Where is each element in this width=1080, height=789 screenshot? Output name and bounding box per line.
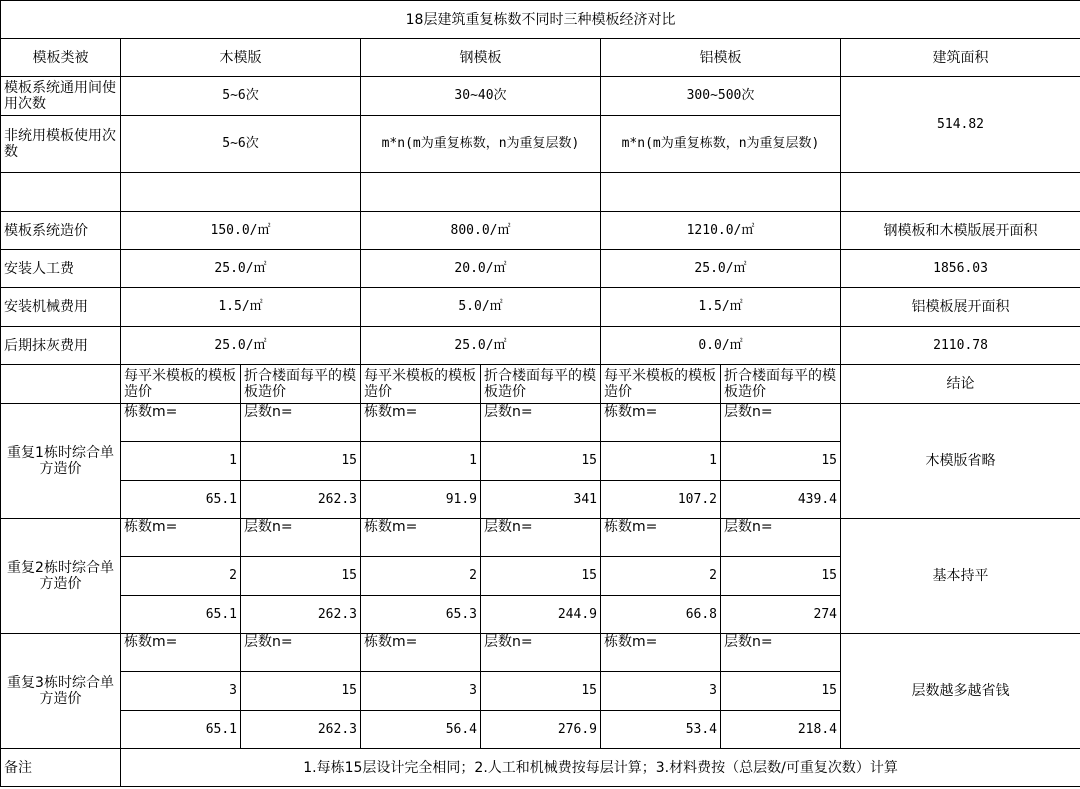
empty-cell bbox=[601, 173, 841, 212]
per-floor-cost: 262.3 bbox=[241, 711, 361, 749]
per-floor-cost: 439.4 bbox=[721, 481, 841, 519]
per-sqm-cost: 65.3 bbox=[361, 596, 481, 634]
m-value: 1 bbox=[121, 442, 241, 481]
cost-label: 安装机械费用 bbox=[1, 288, 121, 327]
per-sqm-cost: 56.4 bbox=[361, 711, 481, 749]
m-value: 3 bbox=[601, 672, 721, 711]
empty-cell bbox=[841, 173, 1080, 212]
header-steel: 钢模板 bbox=[361, 39, 601, 77]
conclusion: 基本持平 bbox=[841, 519, 1080, 634]
per-floor-cost: 274 bbox=[721, 596, 841, 634]
per-floor-cost: 341 bbox=[481, 481, 601, 519]
subheader-per-floor: 折合楼面每平的模板造价 bbox=[241, 365, 361, 404]
m-label: 栋数m= bbox=[121, 519, 241, 557]
n-value: 15 bbox=[481, 557, 601, 596]
m-value: 1 bbox=[601, 442, 721, 481]
per-sqm-cost: 107.2 bbox=[601, 481, 721, 519]
cost-alu: 25.0/㎡ bbox=[601, 250, 841, 288]
steel-reuse-general: 30~40次 bbox=[361, 77, 601, 116]
cost-alu: 1210.0/㎡ bbox=[601, 212, 841, 250]
n-label: 层数n= bbox=[721, 634, 841, 672]
m-value: 3 bbox=[121, 672, 241, 711]
n-label: 层数n= bbox=[721, 404, 841, 442]
n-value: 15 bbox=[481, 672, 601, 711]
m-label: 栋数m= bbox=[601, 404, 721, 442]
note-text: 1.每栋15层设计完全相同；2.人工和机械费按每层计算；3.材料费按（总层数/可重复次数）计算 bbox=[121, 749, 1080, 787]
per-floor-cost: 262.3 bbox=[241, 481, 361, 519]
n-label: 层数n= bbox=[241, 634, 361, 672]
m-label: 栋数m= bbox=[361, 404, 481, 442]
per-floor-cost: 218.4 bbox=[721, 711, 841, 749]
building-area: 514.82 bbox=[841, 77, 1080, 173]
steel-reuse-nonstandard: m*n(m为重复栋数，n为重复层数) bbox=[361, 116, 601, 173]
area-value: 1856.03 bbox=[841, 250, 1080, 288]
n-value: 15 bbox=[721, 672, 841, 711]
header-type: 模板类被 bbox=[1, 39, 121, 77]
per-sqm-cost: 65.1 bbox=[121, 596, 241, 634]
wood-reuse-general: 5~6次 bbox=[121, 77, 361, 116]
conclusion: 层数越多越省钱 bbox=[841, 634, 1080, 749]
per-floor-cost: 244.9 bbox=[481, 596, 601, 634]
table-title: 18层建筑重复栋数不同时三种模板经济对比 bbox=[1, 1, 1080, 39]
empty-cell bbox=[361, 173, 601, 212]
note-label: 备注 bbox=[1, 749, 121, 787]
row-label-reuse-general: 模板系统通用间使用次数 bbox=[1, 77, 121, 116]
n-label: 层数n= bbox=[481, 519, 601, 557]
n-value: 15 bbox=[721, 557, 841, 596]
m-label: 栋数m= bbox=[121, 634, 241, 672]
subheader-conclusion: 结论 bbox=[841, 365, 1080, 404]
group-label: 重复3栋时综合单方造价 bbox=[1, 634, 121, 749]
n-label: 层数n= bbox=[481, 634, 601, 672]
n-value: 15 bbox=[241, 557, 361, 596]
header-area: 建筑面积 bbox=[841, 39, 1080, 77]
empty-cell bbox=[121, 173, 361, 212]
cost-label: 后期抹灰费用 bbox=[1, 327, 121, 365]
cost-wood: 25.0/㎡ bbox=[121, 250, 361, 288]
subheader-per-sqm: 每平米模板的模板造价 bbox=[601, 365, 721, 404]
header-alu: 铝模板 bbox=[601, 39, 841, 77]
m-label: 栋数m= bbox=[601, 634, 721, 672]
cost-label: 安装人工费 bbox=[1, 250, 121, 288]
group-label: 重复1栋时综合单方造价 bbox=[1, 404, 121, 519]
alu-reuse-general: 300~500次 bbox=[601, 77, 841, 116]
area-value: 2110.78 bbox=[841, 327, 1080, 365]
m-label: 栋数m= bbox=[121, 404, 241, 442]
per-sqm-cost: 65.1 bbox=[121, 481, 241, 519]
per-sqm-cost: 91.9 bbox=[361, 481, 481, 519]
m-value: 3 bbox=[361, 672, 481, 711]
cost-wood: 25.0/㎡ bbox=[121, 327, 361, 365]
n-value: 15 bbox=[241, 672, 361, 711]
m-label: 栋数m= bbox=[361, 519, 481, 557]
cost-alu: 1.5/㎡ bbox=[601, 288, 841, 327]
area-note: 铝模板展开面积 bbox=[841, 288, 1080, 327]
per-sqm-cost: 66.8 bbox=[601, 596, 721, 634]
n-label: 层数n= bbox=[721, 519, 841, 557]
header-wood: 木模版 bbox=[121, 39, 361, 77]
alu-reuse-nonstandard: m*n(m为重复栋数，n为重复层数) bbox=[601, 116, 841, 173]
m-label: 栋数m= bbox=[601, 519, 721, 557]
per-sqm-cost: 53.4 bbox=[601, 711, 721, 749]
n-label: 层数n= bbox=[241, 404, 361, 442]
row-label-reuse-nonstandard: 非统用模板使用次数 bbox=[1, 116, 121, 173]
m-value: 2 bbox=[361, 557, 481, 596]
subheader-per-sqm: 每平米模板的模板造价 bbox=[121, 365, 241, 404]
m-value: 2 bbox=[121, 557, 241, 596]
m-value: 1 bbox=[361, 442, 481, 481]
n-value: 15 bbox=[241, 442, 361, 481]
m-value: 2 bbox=[601, 557, 721, 596]
cost-alu: 0.0/㎡ bbox=[601, 327, 841, 365]
cost-steel: 20.0/㎡ bbox=[361, 250, 601, 288]
empty-cell bbox=[1, 173, 121, 212]
area-note: 钢模板和木模版展开面积 bbox=[841, 212, 1080, 250]
conclusion: 木模版省略 bbox=[841, 404, 1080, 519]
cost-label: 模板系统造价 bbox=[1, 212, 121, 250]
cost-steel: 25.0/㎡ bbox=[361, 327, 601, 365]
n-label: 层数n= bbox=[481, 404, 601, 442]
empty-cell bbox=[1, 365, 121, 404]
cost-wood: 150.0/㎡ bbox=[121, 212, 361, 250]
per-floor-cost: 276.9 bbox=[481, 711, 601, 749]
cost-steel: 800.0/㎡ bbox=[361, 212, 601, 250]
subheader-per-floor: 折合楼面每平的模板造价 bbox=[481, 365, 601, 404]
cost-steel: 5.0/㎡ bbox=[361, 288, 601, 327]
m-label: 栋数m= bbox=[361, 634, 481, 672]
n-value: 15 bbox=[481, 442, 601, 481]
wood-reuse-nonstandard: 5~6次 bbox=[121, 116, 361, 173]
n-value: 15 bbox=[721, 442, 841, 481]
n-label: 层数n= bbox=[241, 519, 361, 557]
per-sqm-cost: 65.1 bbox=[121, 711, 241, 749]
group-label: 重复2栋时综合单方造价 bbox=[1, 519, 121, 634]
subheader-per-floor: 折合楼面每平的模板造价 bbox=[721, 365, 841, 404]
cost-wood: 1.5/㎡ bbox=[121, 288, 361, 327]
subheader-per-sqm: 每平米模板的模板造价 bbox=[361, 365, 481, 404]
per-floor-cost: 262.3 bbox=[241, 596, 361, 634]
